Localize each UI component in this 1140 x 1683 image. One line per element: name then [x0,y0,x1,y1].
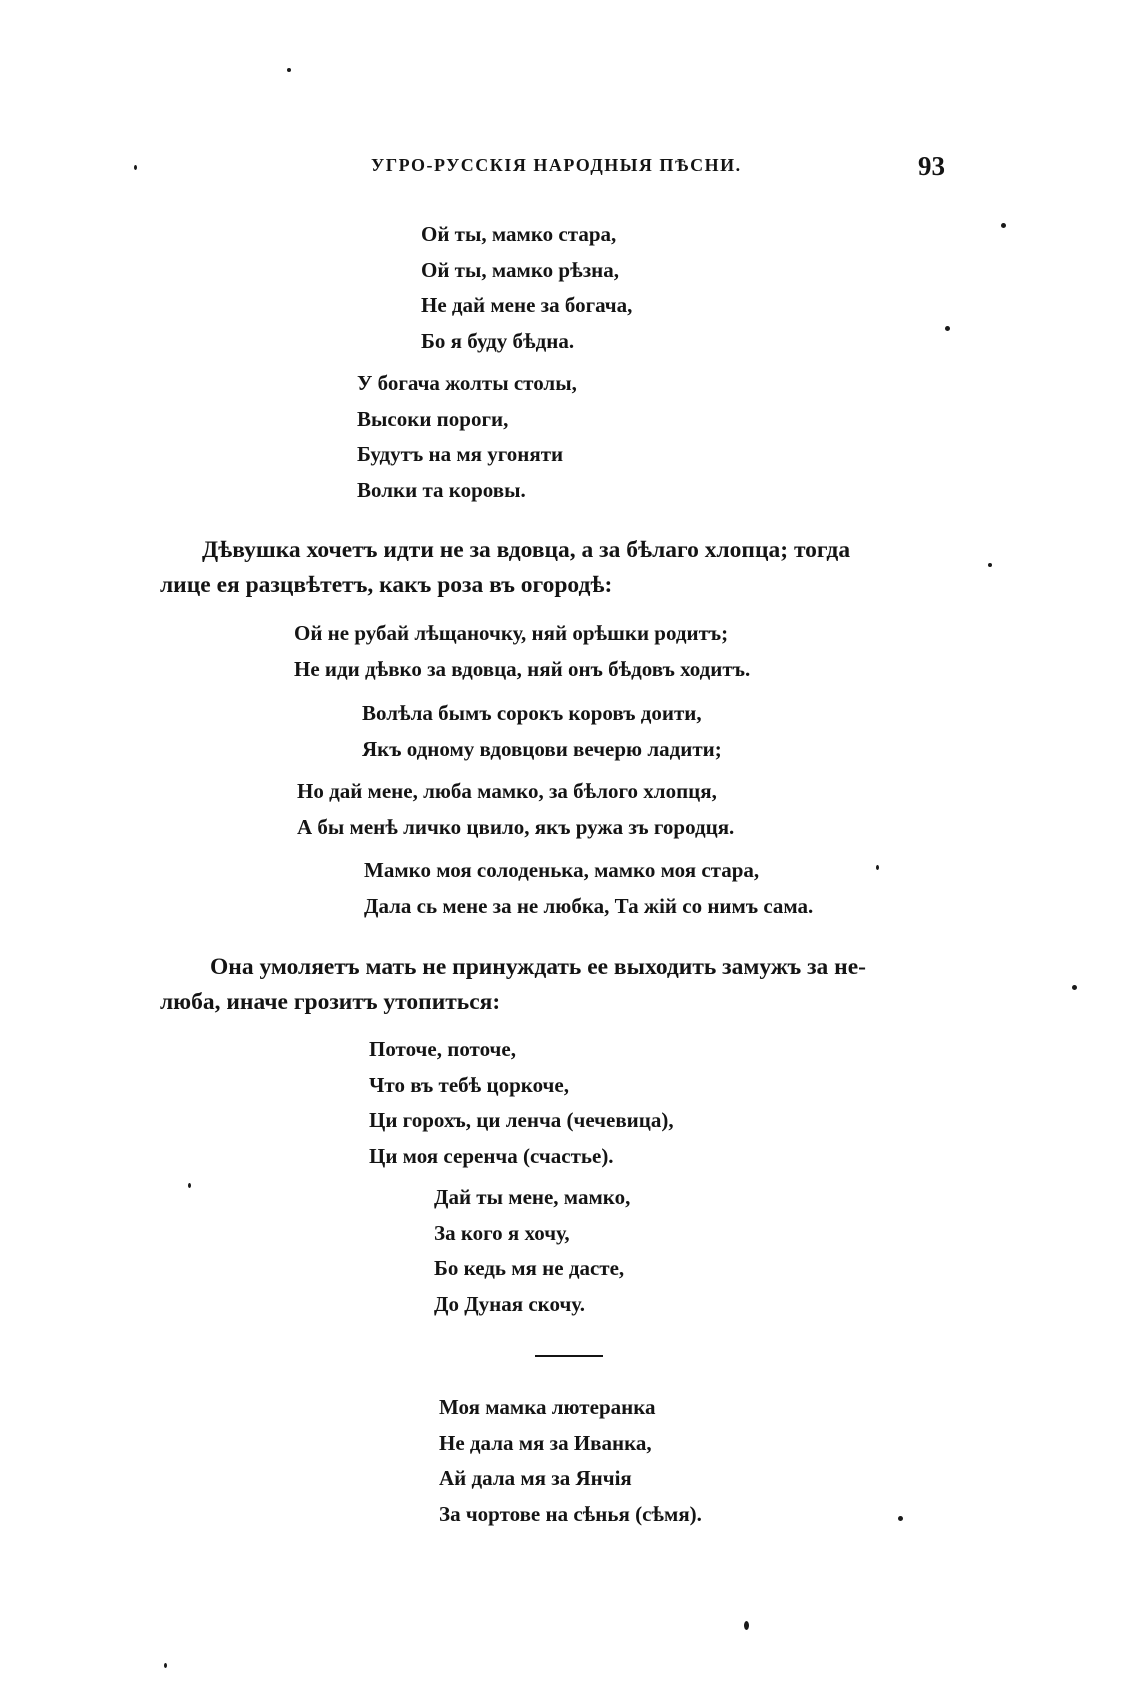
section-divider [535,1355,603,1357]
stanza-3 [294,616,750,687]
verse-line: За чортове на сѣнья (сѣмя). [439,1501,702,1526]
verse-line: Поточе, поточе, [369,1037,516,1061]
verse-line: Дай ты мене, мамко, [434,1185,631,1209]
verse-line: Якъ одному вдовцови вечерю ладити; [362,736,722,761]
prose-line: Она умоляетъ мать не принуждать ее выходить замужъ за не- [210,954,866,980]
scan-speck [744,1621,749,1630]
verse-line: Волѣла бымъ сорокъ коровъ доити, [362,701,702,725]
verse-line: Дала сь мене за не любка, Та жiй со нимъ сама. [364,893,814,918]
verse-line: А бы менѣ личко цвило, якъ ружа зъ городця. [297,814,735,839]
verse-line: У богача жолты столы, [357,371,577,395]
verse-line: Ай дала мя за Янчiя [439,1466,632,1490]
verse-line: Высоки пороги, [357,406,509,431]
stanza-9 [439,1390,702,1532]
verse-line: Ци моя серенча (счастье). [369,1143,614,1168]
stanza-5 [297,774,734,845]
scan-speck [988,563,992,567]
page-number: 93 [918,151,945,181]
verse-line: Бо кедь мя не дасте, [434,1256,625,1280]
scan-speck [1001,223,1006,228]
verse-line: Ой ты, мамко стара, [421,222,617,246]
stanza-4 [362,696,722,767]
scan-speck [1072,985,1077,990]
verse-line: За кого я хочу, [434,1220,570,1245]
stanza-1 [421,217,632,359]
scan-speck [164,1663,167,1668]
verse-line: Бо я буду бѣдна. [421,328,575,353]
verse-line: Не иди дѣвко за вдовца, няй онъ бѣдовъ ходитъ. [294,656,751,681]
verse-line: Моя мамка лютеранка [439,1395,656,1419]
verse-line: Не дай мене за богача, [421,293,633,317]
verse-line: Волки та коровы. [357,477,526,502]
prose-line: люба, иначе грозитъ утопиться: [160,989,501,1015]
stanza-2 [357,366,577,508]
stanza-6 [364,853,813,924]
verse-line: Ой ты, мамко рѣзна, [421,257,620,282]
scan-speck [188,1183,191,1188]
scan-speck [876,865,879,870]
verse-line: Не дала мя за Иванка, [439,1430,652,1455]
verse-line: Ци горохъ, ци ленча (чечевица), [369,1108,674,1132]
scan-speck [287,68,291,72]
prose-line: лице ея разцвѣтетъ, какъ роза въ огородѣ: [160,572,613,598]
scan-speck [898,1516,903,1521]
verse-line: Но дай мене, люба мамко, за бѣлого хлопця, [297,779,717,803]
verse-line: Что въ тебѣ цоркоче, [369,1072,569,1097]
verse-line: Будутъ на мя угоняти [357,442,564,466]
stanza-8 [434,1180,630,1322]
verse-line: Мамко моя солоденька, мамко моя стара, [364,858,760,882]
verse-line: Ой не рубай лѣщаночку, няй орѣшки родитъ; [294,621,729,645]
stanza-7 [369,1032,674,1174]
prose-line: Дѣвушка хочетъ идти не за вдовца, а за бѣлаго хлопца; тогда [202,537,851,563]
running-header: УГРО-РУССКІЯ НАРОДНЫЯ ПѢСНИ. [371,155,742,175]
scan-speck [134,165,137,170]
verse-line: До Дуная скочу. [434,1291,585,1316]
scan-speck [945,326,950,331]
